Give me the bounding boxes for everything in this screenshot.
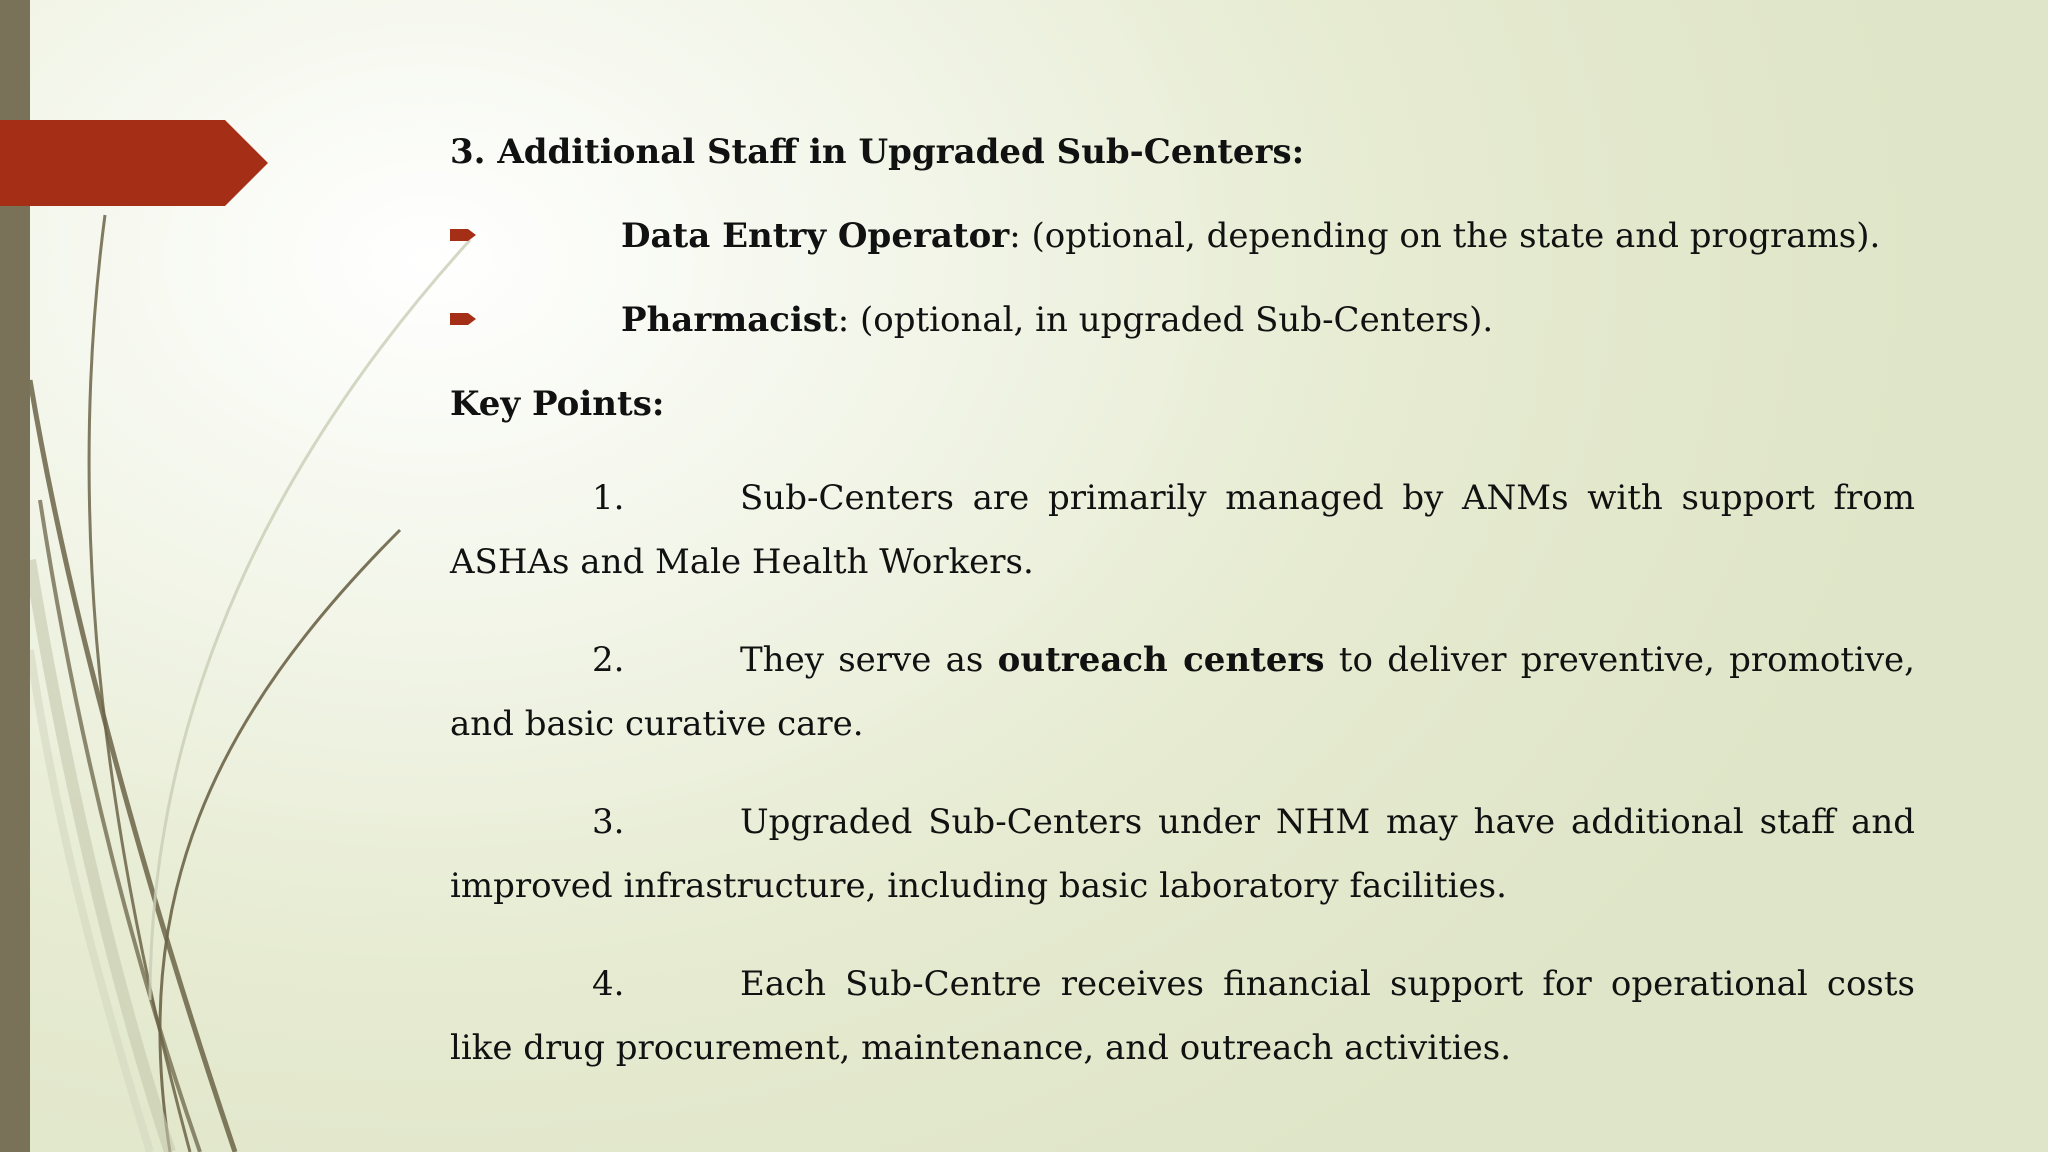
bullet-term: Pharmacist [621,300,838,340]
key-point-number: 1. [592,478,625,518]
key-point-text-after: to deliver preventive, promotive, and basic curative care. [450,640,1915,744]
bullet-description: : (optional, in upgraded Sub-Centers). [837,300,1494,340]
bullet-text [621,298,1493,342]
key-point-item [450,628,1915,756]
arrow-bullet-icon [450,214,478,258]
key-point-item [450,790,1915,918]
key-point-number: 4. [592,964,625,1004]
key-point-bold-term: outreach centers [997,640,1325,680]
key-point-text: Sub-Centers are primarily managed by ANMs with support from ASHAs and Male Health Workers. [450,478,1915,582]
slide-content [450,130,1915,1080]
key-point-text: Each Sub-Centre receives financial support for operational costs like drug procurement, maintenance, and outreach activities. [450,964,1915,1068]
bullet-term: Data Entry Operator [621,216,1010,256]
red-arrow-tab [0,120,270,206]
key-point-item [450,466,1915,594]
bullet-item [450,298,1915,348]
key-points-title: Key Points: [450,384,665,424]
bullet-description: : (optional, depending on the state and programs). [1009,216,1881,256]
bullet-item [450,214,1915,264]
key-point-number: 2. [592,640,625,680]
section-heading: 3. Additional Staff in Upgraded Sub-Centers: [450,132,1305,172]
key-point-item [450,952,1915,1080]
arrow-bullet-icon [450,298,478,342]
bullet-text [621,214,1880,258]
key-point-text: Upgraded Sub-Centers under NHM may have additional staff and improved infrastructure, including basic laboratory facilities. [450,802,1915,906]
key-point-text-before: They serve as [740,640,998,680]
key-point-number: 3. [592,802,625,842]
